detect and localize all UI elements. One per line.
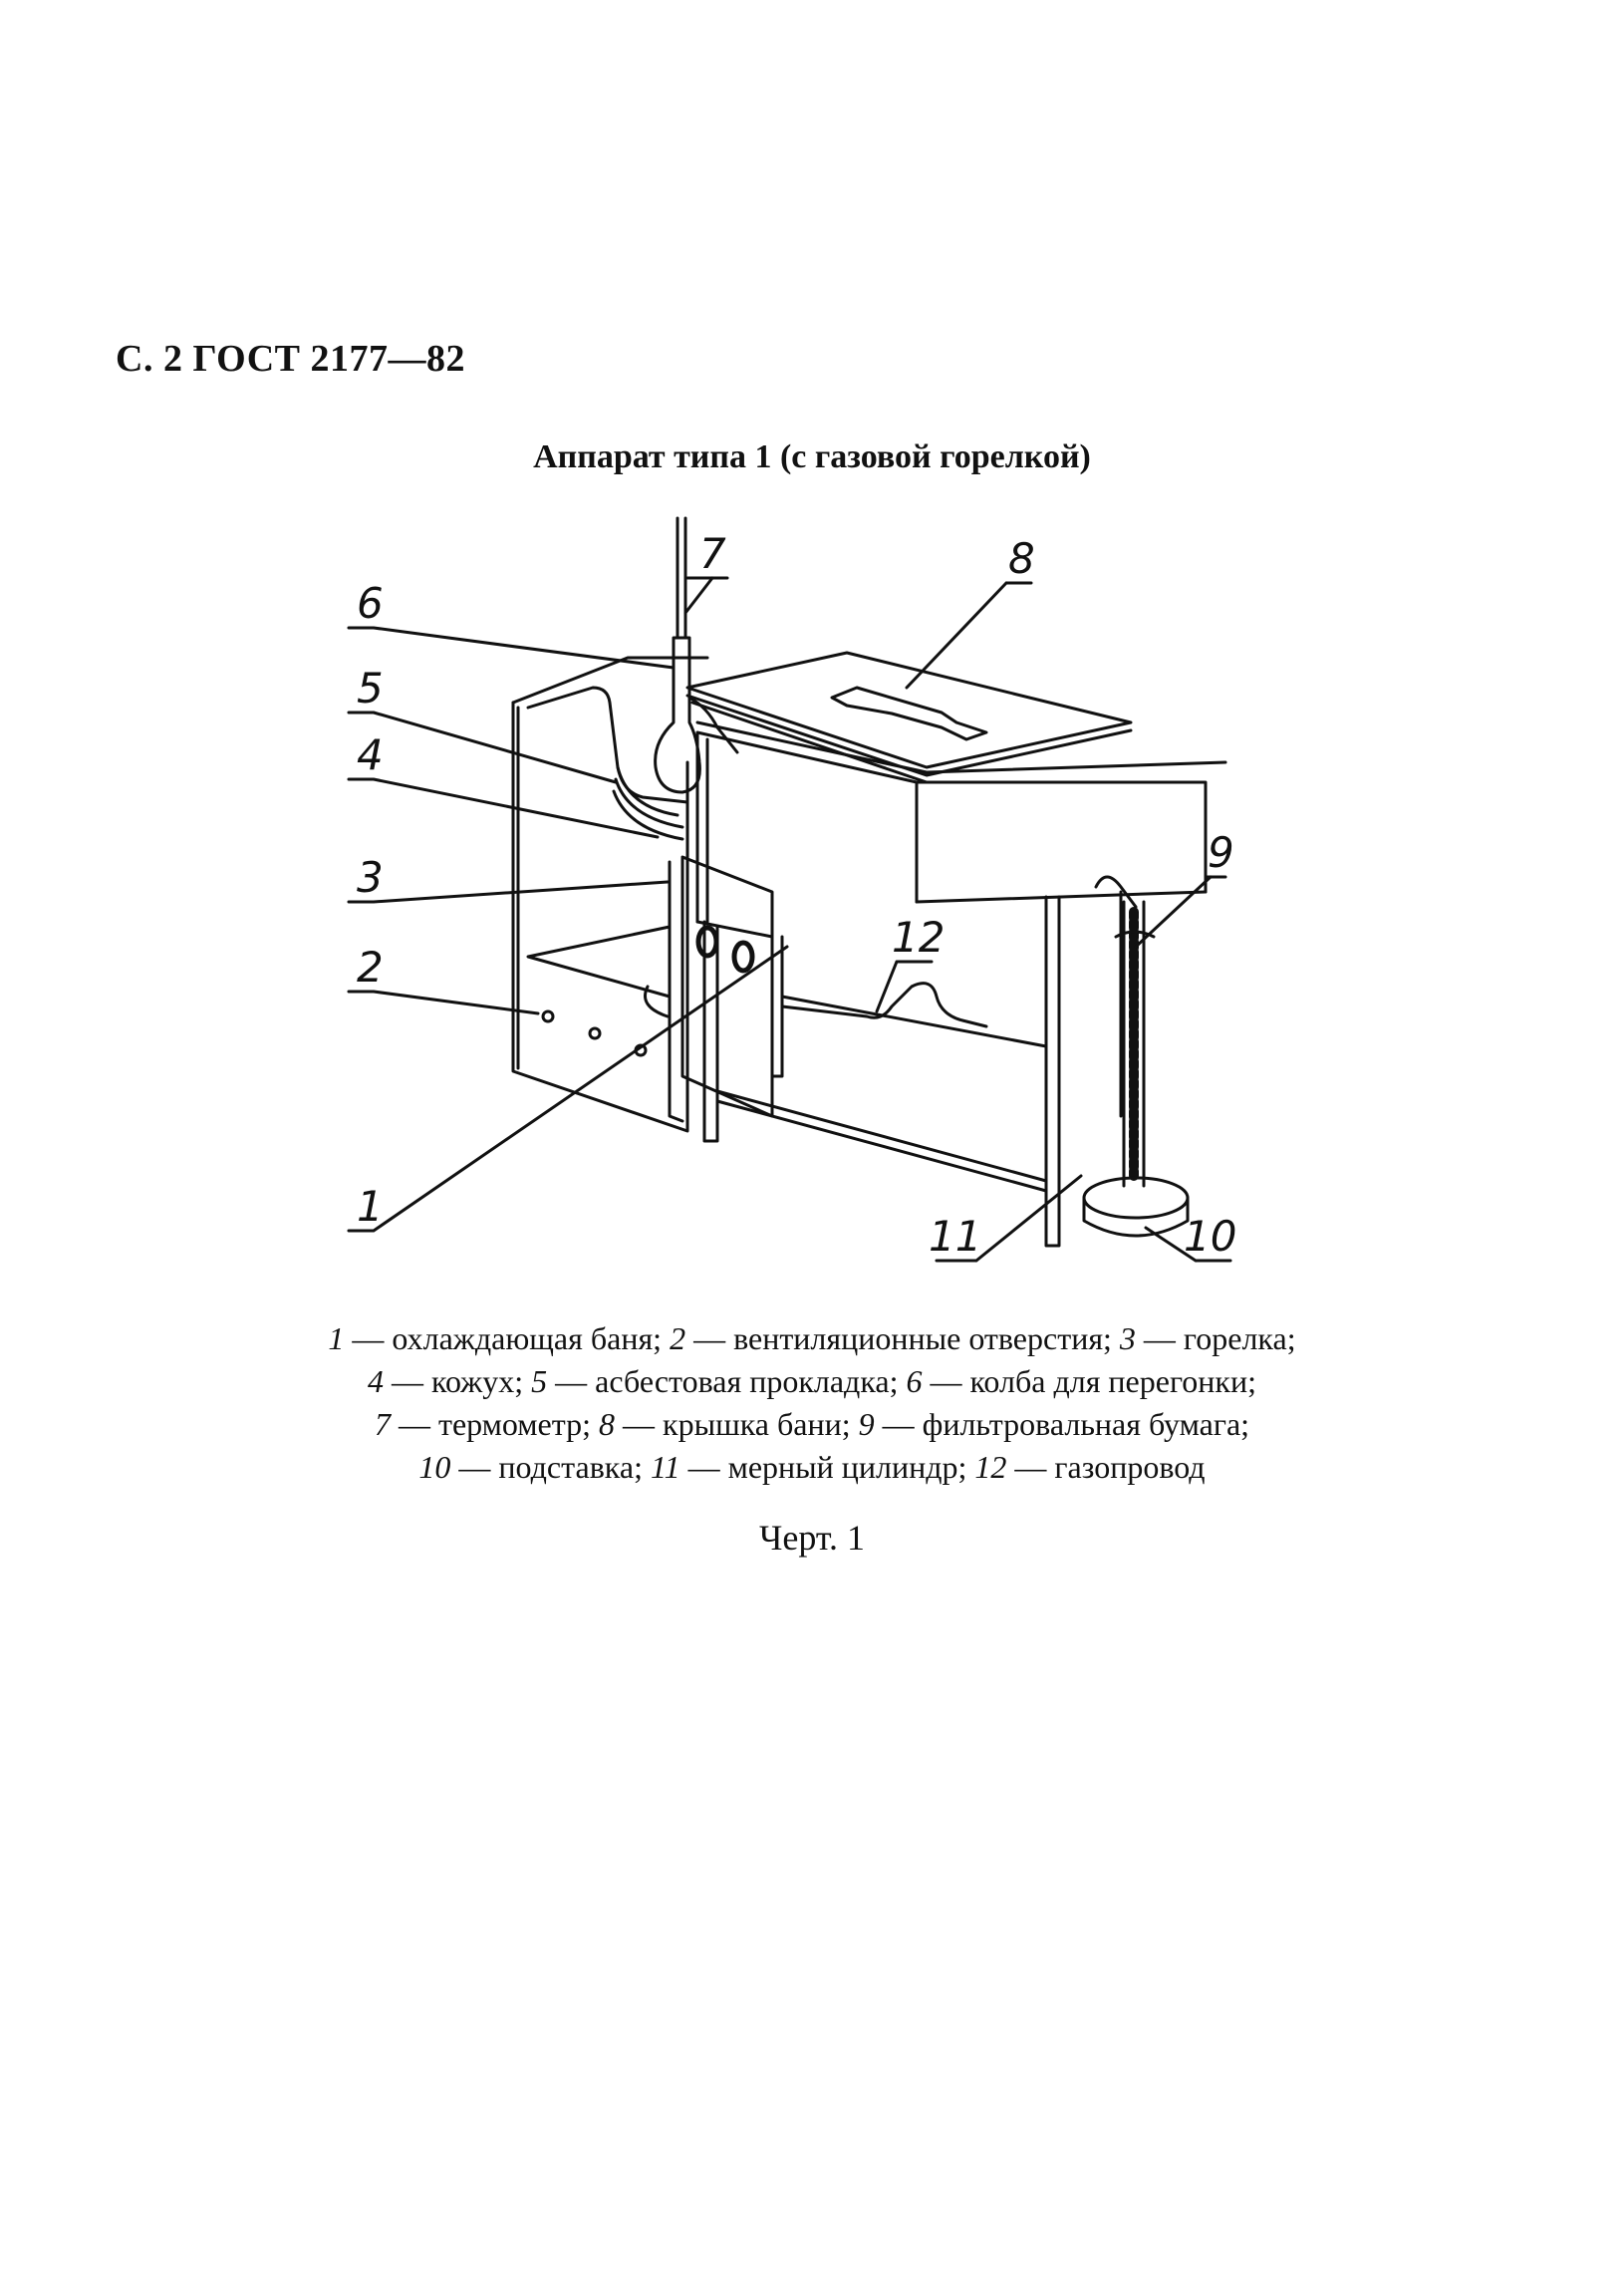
caption-item-number: 2 (670, 1320, 686, 1356)
leader-4 (349, 779, 658, 837)
casing-left-side (513, 703, 687, 1131)
label-10: 10 (1184, 1212, 1237, 1261)
bath-lid (687, 653, 1131, 767)
stand (1084, 1178, 1188, 1218)
caption-item-number: 8 (599, 1406, 616, 1442)
caption-line (0, 1360, 1624, 1403)
caption-item-number: 10 (418, 1449, 451, 1485)
caption-item-text: — кожух; (384, 1363, 532, 1399)
label-8: 8 (1008, 534, 1035, 583)
label-1: 1 (357, 1182, 384, 1231)
page-header: С. 2 ГОСТ 2177—82 (116, 338, 465, 380)
caption-item-number: 4 (368, 1363, 385, 1399)
thermometer (677, 518, 685, 638)
caption-item-text: — газопровод (1006, 1449, 1206, 1485)
caption-item-number: 9 (858, 1406, 875, 1442)
lid-handle (832, 688, 986, 739)
caption-item-number: 6 (906, 1363, 923, 1399)
caption-line (0, 1317, 1624, 1360)
caption-line (0, 1446, 1624, 1489)
caption-item-text: — крышка бани; (615, 1406, 859, 1442)
caption-item-text: — колба для перегонки; (922, 1363, 1256, 1399)
asbestos-gasket (614, 767, 682, 839)
label-4: 4 (357, 730, 384, 779)
label-12: 12 (892, 913, 946, 962)
caption-item-text: — подставка; (450, 1449, 651, 1485)
caption-item-number: 12 (974, 1449, 1007, 1485)
label-7: 7 (699, 529, 726, 578)
caption-line (0, 1403, 1624, 1446)
figure-title: Аппарат типа 1 (с газовой горелкой) (533, 438, 1091, 475)
caption-item-text: — асбестовая прокладка; (547, 1363, 907, 1399)
leader-7 (685, 578, 727, 613)
filter-paper (1096, 877, 1136, 907)
caption-item-number: 11 (650, 1449, 680, 1485)
casing-top-edge (513, 658, 707, 703)
label-5: 5 (357, 664, 384, 713)
label-3: 3 (357, 853, 384, 902)
caption-item-text: — охлаждающая баня; (344, 1320, 671, 1356)
caption-item-text: — вентиляционные отверстия; (685, 1320, 1120, 1356)
caption-item-text: — фильтровальная бумага; (874, 1406, 1250, 1442)
apparatus-diagram (357, 518, 1275, 1295)
leader-2 (349, 992, 538, 1013)
caption-item-text: — мерный цилиндр; (679, 1449, 975, 1485)
caption-item-number: 3 (1119, 1320, 1136, 1356)
figure-number: Черт. 1 (759, 1518, 865, 1558)
caption-item-number: 5 (531, 1363, 548, 1399)
caption-item-text: — горелка; (1135, 1320, 1296, 1356)
figure-caption (0, 1317, 1624, 1489)
leader-5 (349, 713, 616, 782)
label-6: 6 (357, 579, 384, 628)
caption-item-text: — термометр; (390, 1406, 600, 1442)
distillation-flask (656, 638, 700, 792)
label-9: 9 (1208, 828, 1234, 877)
label-2: 2 (357, 943, 384, 992)
leader-3 (349, 882, 668, 902)
caption-item-number: 1 (328, 1320, 345, 1356)
leader-12 (877, 962, 932, 1011)
label-11: 11 (929, 1212, 982, 1261)
caption-item-number: 7 (374, 1406, 391, 1442)
leader-6 (349, 628, 674, 668)
